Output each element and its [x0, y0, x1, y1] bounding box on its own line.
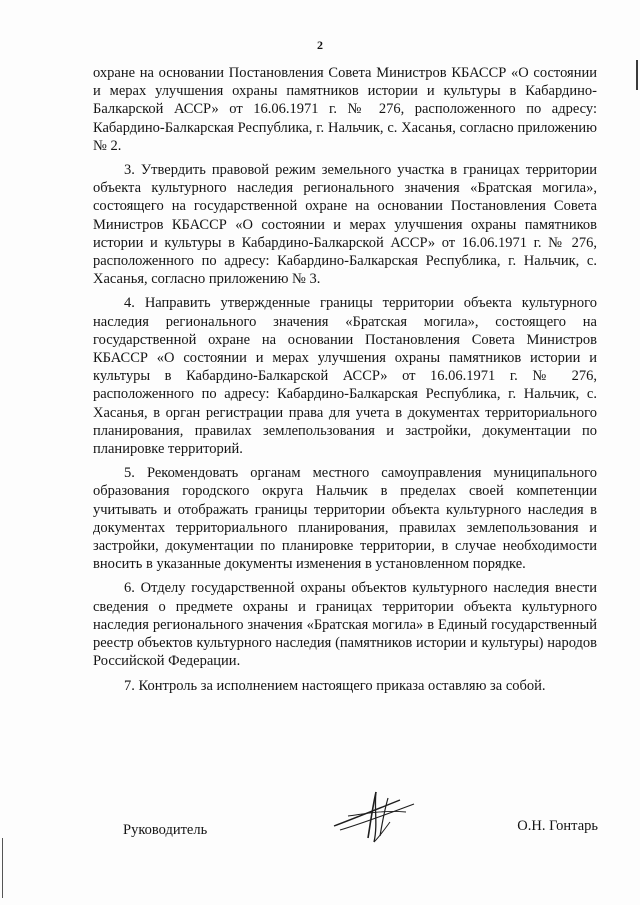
paragraph-item-4: 4. Направить утвержденные границы территории объекта культурного наследия регионального значения «Братская могила», состоящего на государственной охране на основании Постановления Совета Министров КБАССР «О состоянии и мерах улучшения охраны памятников истории и культуры в Кабардино-Балкарской АССР» от 16.06.1971 г. № 276, расположенного по адресу: Кабардино-Балкарская Республика, г. Нальчик, с. Хасанья, в орган регистрации права для учета в документах территориального планирования, правилах землепользования и застройки, документации по планировке территорий. — [93, 295, 597, 458]
page-number: 2 — [317, 38, 323, 52]
scan-edge-mark — [636, 60, 638, 90]
signer-name: О.Н. Гонтарь — [517, 818, 598, 834]
signer-position: Руководитель — [123, 822, 208, 838]
paragraph-item-3: 3. Утвердить правовой режим земельного участка в границах территории объекта культурного наследия регионального значения «Братская могила», состоящего на государственной охране на основании Постановления Совета Министров КБАССР «О состоянии и мерах улучшения охраны памятников истории и культуры в Кабардино-Балкарской АССР» от 16.06.1971 г. № 276, расположенного по адресу: Кабардино-Балкарская Республика, г. Нальчик, с. Хасанья, согласно приложению № 3. — [93, 162, 597, 288]
signature-block — [123, 818, 598, 842]
paragraph-item-7: 7. Контроль за исполнением настоящего приказа оставляю за собой. — [124, 677, 546, 694]
paragraph-continuation: охране на основании Постановления Совета Министров КБАССР «О состоянии и мерах улучшения охраны памятников истории и культуры в Кабардино-Балкарской АССР» от 16.06.1971 г. № 276, расположенного по адресу: Кабардино-Балкарская Республика, г. Нальчик, с. Хасанья, согласно приложению № 2. — [93, 65, 597, 154]
paragraph-item-5: 5. Рекомендовать органам местного самоуправления муниципального образования городского округа Нальчик в пределах своей компетенции учитывать и отображать границы территории объекта культурного наследия в документах территориального планирования, правилах землепользования и застройки, документации по планировке территории, в случае необходимости вносить в указанные документы изменения в установленном порядке. — [93, 465, 597, 573]
paragraph-item-6: 6. Отделу государственной охраны объектов культурного наследия внести сведения о предмете охраны и границах территории объекта культурного наследия регионального значения «Братская могила» в Единый государственный реестр объектов культурного наследия (памятников истории и культуры) народов Российской Федерации. — [93, 580, 597, 670]
document-body — [93, 64, 597, 701]
scan-edge-mark — [2, 838, 3, 898]
